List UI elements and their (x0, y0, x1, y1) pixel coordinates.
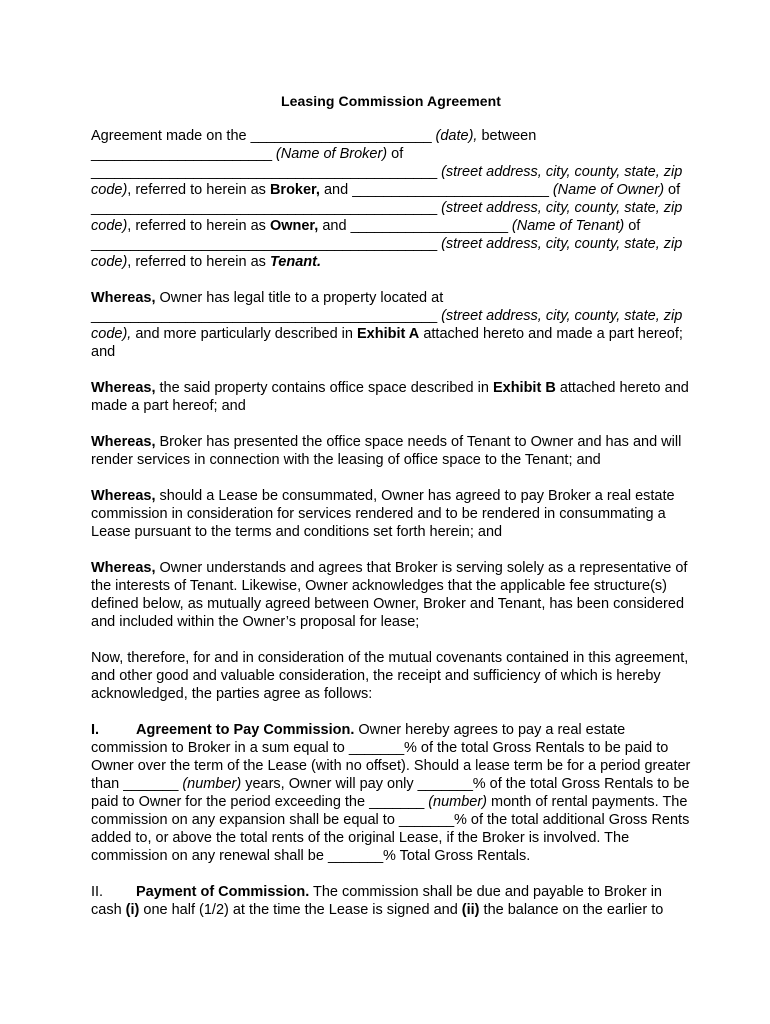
intro-paragraph (91, 127, 691, 271)
section-text: % of the total additional Gross Rents added to, or above the total rents of the original Lease, if the Broker is involved. The commission on any renewal shall be (91, 812, 690, 864)
exhibit-b-ref: Exhibit B (492, 380, 556, 396)
intro-text: of (387, 146, 404, 162)
intro-text: between (477, 128, 537, 144)
intro-text: and (318, 218, 351, 234)
tenant-name-hint: (Name of Tenant) (511, 218, 625, 234)
broker-name-blank[interactable]: _______________________ (91, 146, 272, 162)
tenant-name-blank[interactable]: ____________________ (350, 218, 508, 234)
whereas-text: and more particularly described in (131, 326, 357, 342)
broker-address-hint: (street address, city, county, state, zip code) (91, 164, 683, 198)
date-hint: (date), (435, 128, 478, 144)
expansion-percent-blank[interactable]: _______ (398, 812, 454, 828)
owner-name-blank[interactable]: _________________________ (352, 182, 549, 198)
section-heading: Payment of Commission. (136, 884, 310, 900)
item-marker: (ii) (461, 902, 480, 918)
exhibit-a-ref: Exhibit A (356, 326, 420, 342)
month-blank[interactable]: _______ (369, 794, 425, 810)
owner-name-hint: (Name of Owner) (552, 182, 665, 198)
whereas-text: should a Lease be consummated, Owner has agreed to pay Broker a real estate commission in consideration for services rendered and to be rendered in consummating a Lease pursuant to the terms and conditions set forth herein; and (91, 488, 675, 540)
owner-address-blank[interactable]: ____________________________________________ (91, 200, 438, 216)
date-blank[interactable]: _______________________ (250, 128, 432, 144)
years-blank[interactable]: _______ (123, 776, 179, 792)
section-heading: Agreement to Pay Commission. (136, 722, 355, 738)
whereas-paragraph-4 (91, 487, 691, 541)
tenant-address-hint: (street address, city, county, state, zip code) (91, 236, 683, 270)
owner-term: Owner, (269, 218, 319, 234)
intro-text: Agreement made on the (91, 128, 251, 144)
whereas-text: Owner has legal title to a property located at (155, 290, 444, 306)
section-text: % Total Gross Rentals. (383, 848, 531, 864)
section-2-paragraph (91, 883, 691, 919)
owner-address-hint: (street address, city, county, state, zip code) (91, 200, 683, 234)
section-text: % of the total Gross Rentals to be paid to Owner over the term of the Lease (with no offset). Should a lease term be for a period greater than (91, 740, 691, 792)
intro-text: , referred to herein as (127, 254, 270, 270)
intro-text: , referred to herein as (127, 182, 270, 198)
whereas-text: attached hereto and made a part hereof; and (91, 326, 683, 360)
section-text: month of rental payments. The commission on any expansion shall be equal to (91, 794, 688, 828)
section-text: the balance on the earlier to (479, 902, 664, 918)
section-text: The commission shall be due and payable to Broker in cash (91, 884, 662, 918)
whereas-paragraph-3 (91, 433, 691, 469)
item-marker: (i) (125, 902, 140, 918)
section-text: % of the total Gross Rentals to be paid to Owner for the period exceeding the (91, 776, 690, 810)
intro-text: of (624, 218, 641, 234)
whereas-text: the said property contains office space described in (155, 380, 493, 396)
commission-percent-blank[interactable]: _______ (348, 740, 404, 756)
intro-text: and (319, 182, 353, 198)
whereas-lead: Whereas, (91, 380, 156, 396)
intro-text: of (664, 182, 681, 198)
property-address-blank[interactable]: ____________________________________________ (91, 308, 438, 324)
whereas-lead: Whereas, (91, 488, 156, 504)
section-1-paragraph (91, 721, 691, 865)
section-text: years, Owner will pay only (241, 776, 418, 792)
renewal-percent-blank[interactable]: _______ (327, 848, 384, 864)
property-address-hint: (street address, city, county, state, zip code), (91, 308, 683, 342)
whereas-text: attached hereto and made a part hereof; and (91, 380, 689, 414)
intro-text: , referred to herein as (127, 218, 270, 234)
broker-address-blank[interactable]: ____________________________________________ (91, 164, 438, 180)
section-number: II. (91, 884, 104, 900)
whereas-lead: Whereas, (91, 434, 156, 450)
tenant-term: Tenant. (269, 254, 321, 270)
whereas-paragraph-5 (91, 559, 691, 631)
section-text: Owner hereby agrees to pay a real estate commission to Broker in a sum equal to (91, 722, 626, 756)
section-number: I. (91, 722, 100, 738)
number-hint: (number) (182, 776, 242, 792)
section-text: one half (1/2) at the time the Lease is signed and (139, 902, 462, 918)
now-therefore-paragraph: Now, therefore, for and in consideration of the mutual covenants contained in this agreement, and other good and valuable consideration, the receipt and sufficiency of which is hereby acknowledged, the parties agree as follows: (91, 650, 689, 702)
whereas-paragraph-1 (91, 289, 691, 361)
document-page (91, 92, 691, 937)
broker-term: Broker, (269, 182, 320, 198)
whereas-text: Broker has presented the office space needs of Tenant to Owner and has and will render services in connection with the leasing of office space to the Tenant; and (91, 434, 682, 468)
whereas-lead: Whereas, (91, 560, 156, 576)
tenant-address-blank[interactable]: ____________________________________________ (91, 236, 438, 252)
whereas-lead: Whereas, (91, 290, 156, 306)
document-title: Leasing Commission Agreement (280, 93, 502, 109)
whereas-paragraph-2 (91, 379, 691, 415)
reduced-percent-blank[interactable]: _______ (417, 776, 473, 792)
whereas-text: Owner understands and agrees that Broker is serving solely as a representative of the interests of Tenant. Likewise, Owner acknowledges that the applicable fee structure(s) defined below, as mutually agreed between Owner, Broker and Tenant, has been considered and included within the Owner’s proposal for lease; (91, 560, 688, 630)
broker-name-hint: (Name of Broker) (275, 146, 388, 162)
number-hint: (number) (428, 794, 488, 810)
